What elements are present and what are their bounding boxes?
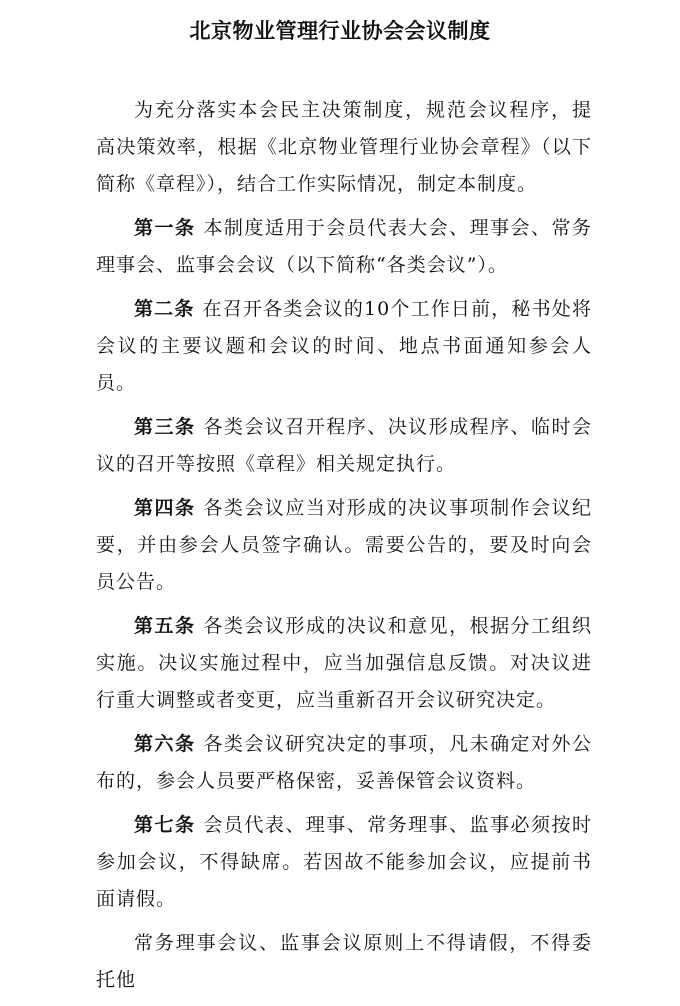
article-label: 第二条 xyxy=(134,298,195,320)
article-label: 第六条 xyxy=(134,733,196,755)
paragraph-text: 在召开各类会议的10个工作日前，秘书处将会议的主要议题和会议的时间、地点书面通知参会人员。 xyxy=(96,298,592,394)
paragraph-text: 各类会议应当对形成的决议事项制作会议纪要，并由参会人员签字确认。需要公告的，要及时向会员公告。 xyxy=(96,497,592,593)
article-label: 第四条 xyxy=(134,497,196,519)
paragraph-article-1 xyxy=(96,210,592,284)
paragraph-continuation xyxy=(96,925,592,999)
paragraph-article-6 xyxy=(96,726,592,800)
paragraph-article-4 xyxy=(96,490,592,601)
paragraph-text: 各类会议召开程序、决议形成程序、临时会议的召开等按照《章程》相关规定执行。 xyxy=(96,416,592,475)
document-body xyxy=(96,92,592,1006)
paragraph-article-3 xyxy=(96,409,592,483)
paragraph-text: 为充分落实本会民主决策制度，规范会议程序，提高决策效率，根据《北京物业管理行业协会章程》（以下简称《章程》），结合工作实际情况，制定本制度。 xyxy=(96,99,592,195)
paragraph-text: 本制度适用于会员代表大会、理事会、常务理事会、监事会会议（以下简称“各类会议”）。 xyxy=(96,217,592,276)
article-label: 第七条 xyxy=(134,814,196,836)
paragraph-text: 各类会议研究决定的事项，凡未确定对外公布的，参会人员要严格保密，妥善保管会议资料。 xyxy=(96,733,592,792)
paragraph-intro xyxy=(96,92,592,203)
paragraph-article-7 xyxy=(96,807,592,918)
paragraph-text: 各类会议形成的决议和意见，根据分工组织实施。决议实施过程中，应当加强信息反馈。对决议进行重大调整或者变更，应当重新召开会议研究决定。 xyxy=(96,615,592,711)
article-label: 第三条 xyxy=(134,416,196,438)
document-title: 北京物业管理行业协会会议制度 xyxy=(189,19,491,43)
paragraph-article-2 xyxy=(96,291,592,402)
paragraph-text: 常务理事会议、监事会议原则上不得请假，不得委托他 xyxy=(96,932,592,991)
article-label: 第一条 xyxy=(134,217,196,239)
paragraph-article-5 xyxy=(96,608,592,719)
article-label: 第五条 xyxy=(134,615,196,637)
paragraph-text: 会员代表、理事、常务理事、监事必须按时参加会议，不得缺席。若因故不能参加会议，应提前书面请假。 xyxy=(96,814,592,910)
